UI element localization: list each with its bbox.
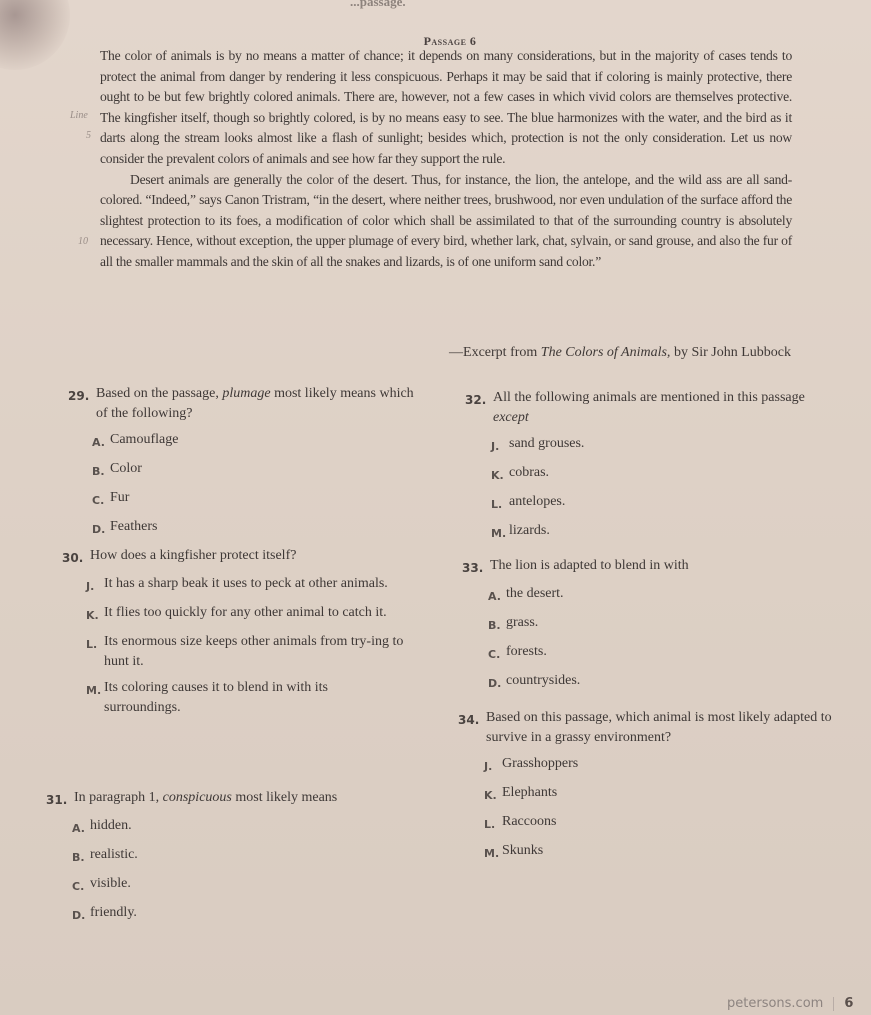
citation-author: by Sir John Lubbock [670, 345, 791, 360]
citation-prefix: —Excerpt from [449, 345, 541, 360]
question-number: 29. [68, 389, 90, 403]
answer-option[interactable]: C. forests. [488, 644, 547, 661]
question-number: 32. [465, 393, 487, 407]
line-label: Line [70, 110, 88, 121]
answer-option[interactable]: B. grass. [488, 615, 539, 632]
paragraph-2: Desert animals are generally the color of the desert. Thus, for instance, the lion, the antelope, and the wild ass are all sand-colored. “Indeed,” says Canon Tristram, “in the desert, where neither trees, brushwood, nor even undulation of the surface afford the slightest protection to its foes, a modification of color which shall be assimilated to that of the surrounding country is absolutely necessary. Hence, without exception, the upper plumage of every bird, whether lark, chat, sylvain, or sand grouse, and also the fur of all the smaller mammals and the skin of all the snakes and lizards, is of one uniform sand color.” [100, 171, 792, 269]
answer-option[interactable]: J. Grasshoppers [484, 756, 579, 773]
question-stem: In paragraph 1, conspicuous most likely means [74, 790, 338, 805]
paragraph-1: The color of animals is by no means a matter of chance; it depends on many considerations, but in the majority of cases tends to protect the animal from danger by rendering it less conspicuous. Perhaps it may be said that if coloring is mainly protective, there ought to be but few brightly colored animals. There are, however, not a few cases in which vivid colors are themselves protective. The kingfisher itself, though so brightly colored, is by no means easy to see. The blue harmonizes with the water, and the bird as it darts along the stream looks almost like a flash of sunlight; besides which, protection is not the only consideration. Let us now consider the prevalent colors of animals and see how far they support the rule. [100, 48, 792, 166]
answer-option[interactable]: K. It flies too quickly for any other animal to catch it. [86, 605, 387, 622]
answer-option[interactable]: L. Raccoons [484, 814, 557, 831]
passage-body [100, 46, 792, 273]
answer-option[interactable]: D. Feathers [92, 519, 158, 536]
answer-option[interactable]: L. Its enormous size keeps other animals from try-ing to hunt it. [86, 634, 404, 669]
answer-option[interactable]: J. sand grouses. [491, 436, 585, 453]
question-number: 30. [62, 551, 84, 565]
passage-title: Passage 6 [423, 34, 477, 48]
question-30 [62, 546, 432, 724]
page-number: 6 [844, 996, 854, 1011]
answer-option[interactable]: M. Skunks [484, 843, 544, 860]
answer-option[interactable]: C. Fur [92, 490, 130, 507]
question-stem: All the following animals are mentioned in this passage except [493, 390, 805, 425]
answer-option[interactable]: K. cobras. [491, 465, 550, 482]
answer-option[interactable]: B. Color [92, 461, 142, 478]
answer-option[interactable]: D. countrysides. [488, 673, 581, 690]
question-stem: Based on the passage, plumage most likely means which of the following? [96, 386, 414, 421]
answer-option[interactable]: D. friendly. [72, 905, 137, 922]
line-number-10: 10 [78, 236, 88, 247]
answer-option[interactable]: A. Camouflage [92, 432, 179, 449]
citation-title: The Colors of Animals, [540, 345, 671, 360]
publisher-site: petersons.com [727, 996, 824, 1011]
page-footer [727, 996, 853, 1011]
cut-off-heading: ...passage. [350, 0, 406, 9]
citation [449, 345, 791, 361]
answer-option[interactable]: M. Its coloring causes it to blend in with its surroundings. [86, 680, 328, 715]
question-number: 34. [458, 713, 480, 727]
question-stem: How does a kingfisher protect itself? [90, 548, 297, 563]
answer-option[interactable]: J. It has a sharp beak it uses to peck at other animals. [86, 576, 388, 593]
question-29 [68, 384, 428, 546]
answer-option[interactable]: C. visible. [72, 876, 131, 893]
question-32 [465, 388, 825, 550]
answer-option[interactable]: B. realistic. [72, 847, 138, 864]
question-stem: The lion is adapted to blend in with [490, 558, 689, 573]
question-34 [458, 708, 843, 870]
question-number: 33. [462, 561, 484, 575]
question-number: 31. [46, 793, 68, 807]
answer-option[interactable]: L. antelopes. [491, 494, 566, 511]
answer-option[interactable]: K. Elephants [484, 785, 558, 802]
question-31 [46, 788, 426, 932]
question-stem: Based on this passage, which animal is most likely adapted to survive in a grassy environment? [486, 710, 832, 745]
line-number-5: 5 [86, 130, 91, 141]
answer-option[interactable]: M. lizards. [491, 523, 550, 540]
question-33 [462, 556, 822, 700]
answer-option[interactable]: A. hidden. [72, 818, 132, 835]
footer-divider [833, 997, 834, 1011]
answer-option[interactable]: A. the desert. [488, 586, 564, 603]
